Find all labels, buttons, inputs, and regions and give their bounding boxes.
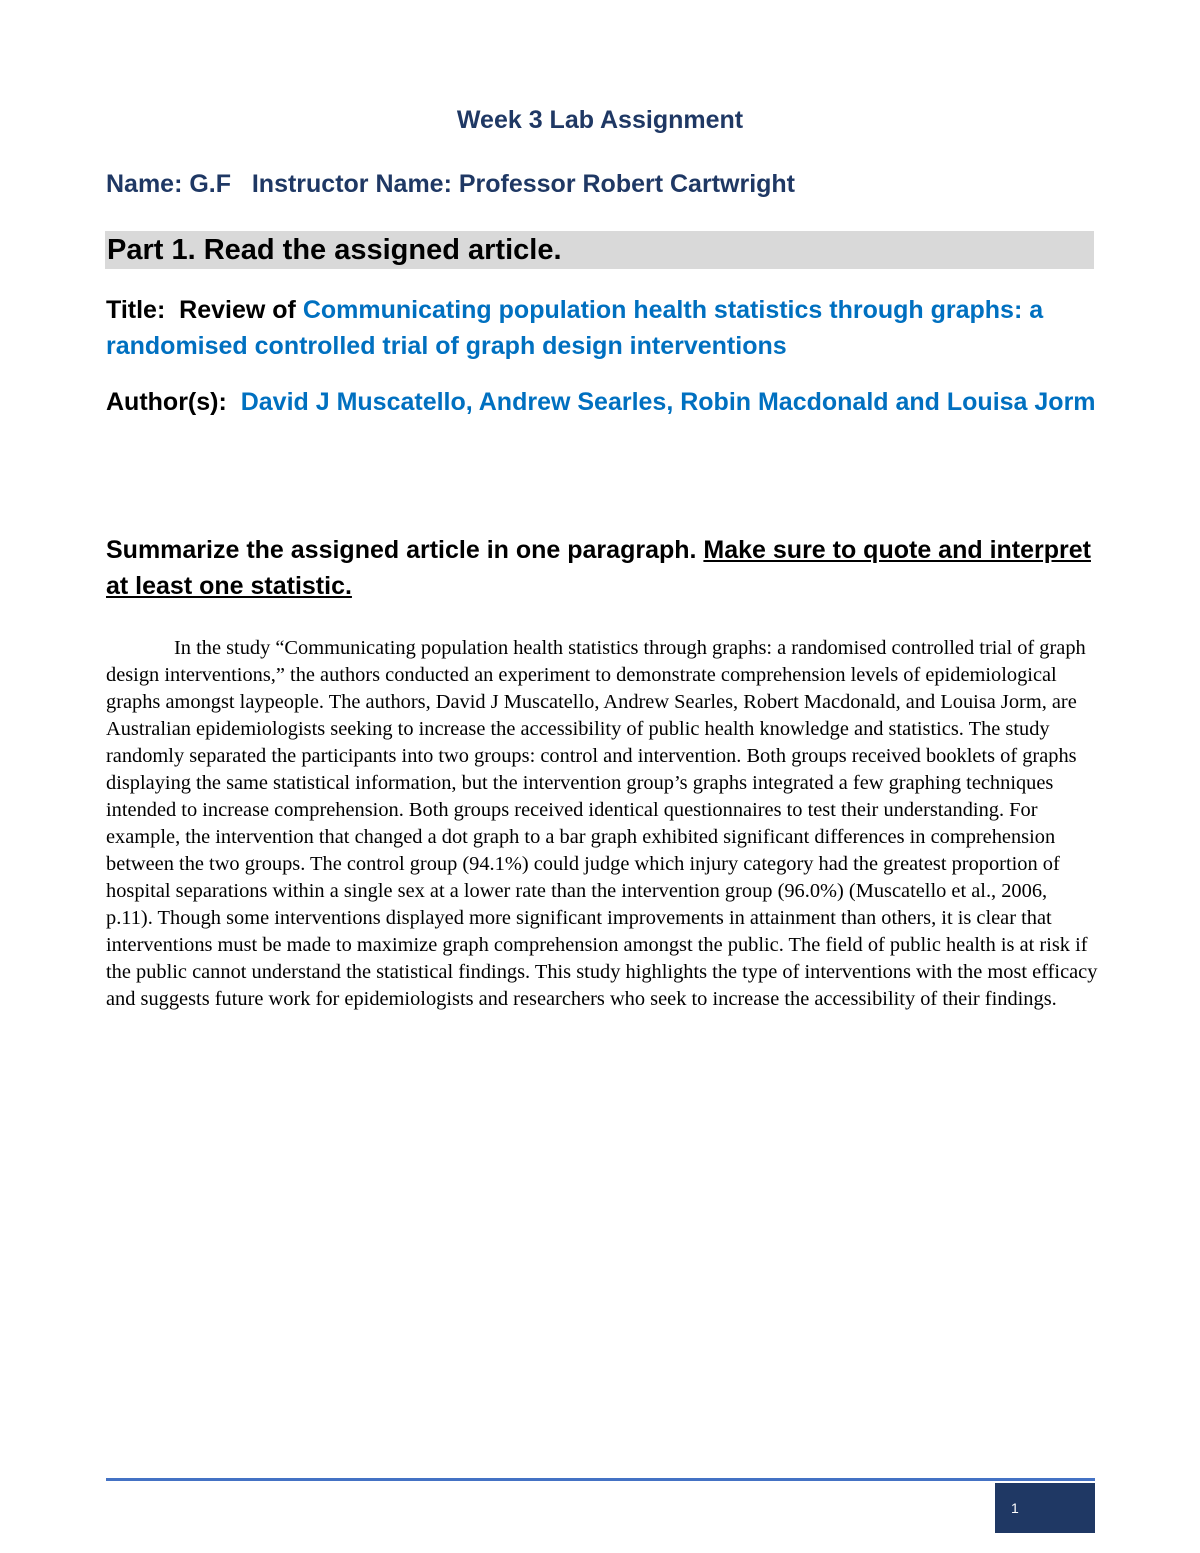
name-instructor-line: Name: G.F Instructor Name: Professor Robert Cartwright bbox=[106, 170, 796, 198]
article-title-text: Communicating population health statistics through graphs: a randomised controlled trial of graph design interventions bbox=[106, 296, 1044, 360]
document-title: Week 3 Lab Assignment bbox=[456, 106, 744, 134]
article-title-label: Title: Review of bbox=[106, 296, 303, 324]
summary-prompt-plain: Summarize the assigned article in one paragraph. bbox=[106, 536, 704, 564]
article-title bbox=[106, 292, 1106, 364]
footer-divider bbox=[106, 1478, 1095, 1481]
summary-prompt-underlined: Make sure to quote and interpret at least one statistic. bbox=[106, 536, 1091, 600]
summary-paragraph: In the study “Communicating population health statistics through graphs: a randomised controlled trial of graph design interventions,” the authors conducted an experiment to demonstrate comprehension levels of epidemiological graphs amongst laypeople. The authors, David J Muscatello, Andrew Searles, Robert Macdonald, and Louisa Jorm, are Australian epidemiologists seeking to increase the accessibility of public health knowledge and statistics. The study randomly separated the participants into two groups: control and intervention. Both groups received booklets of graphs displaying the same statistical information, but the intervention group’s graphs integrated a few graphing techniques intended to increase comprehension. Both groups received identical questionnaires to test their understanding. For example, the intervention that changed a dot graph to a bar graph exhibited significant differences in comprehension between the two groups. The control group (94.1%) could judge which injury category had the greatest proportion of hospital separations within a single sex at a lower rate than the intervention group (96.0%) (Muscatello et al., 2006, p.11). Though some interventions displayed more significant improvements in attainment than others, it is clear that interventions must be made to maximize graph comprehension amongst the public. The field of public health is at risk if the public cannot understand the statistical findings. This study highlights the type of interventions with the most efficacy and suggests future work for epidemiologists and researchers who seek to increase the accessibility of their findings. bbox=[106, 637, 1098, 1010]
article-authors bbox=[106, 384, 1106, 420]
part-heading: Part 1. Read the assigned article. bbox=[105, 231, 1094, 269]
authors-label: Author(s): bbox=[106, 388, 241, 416]
authors-text: David J Muscatello, Andrew Searles, Robin Macdonald and Louisa Jorm bbox=[240, 388, 1096, 416]
summary-prompt bbox=[106, 532, 1106, 604]
page-number: 1 bbox=[995, 1483, 1095, 1533]
